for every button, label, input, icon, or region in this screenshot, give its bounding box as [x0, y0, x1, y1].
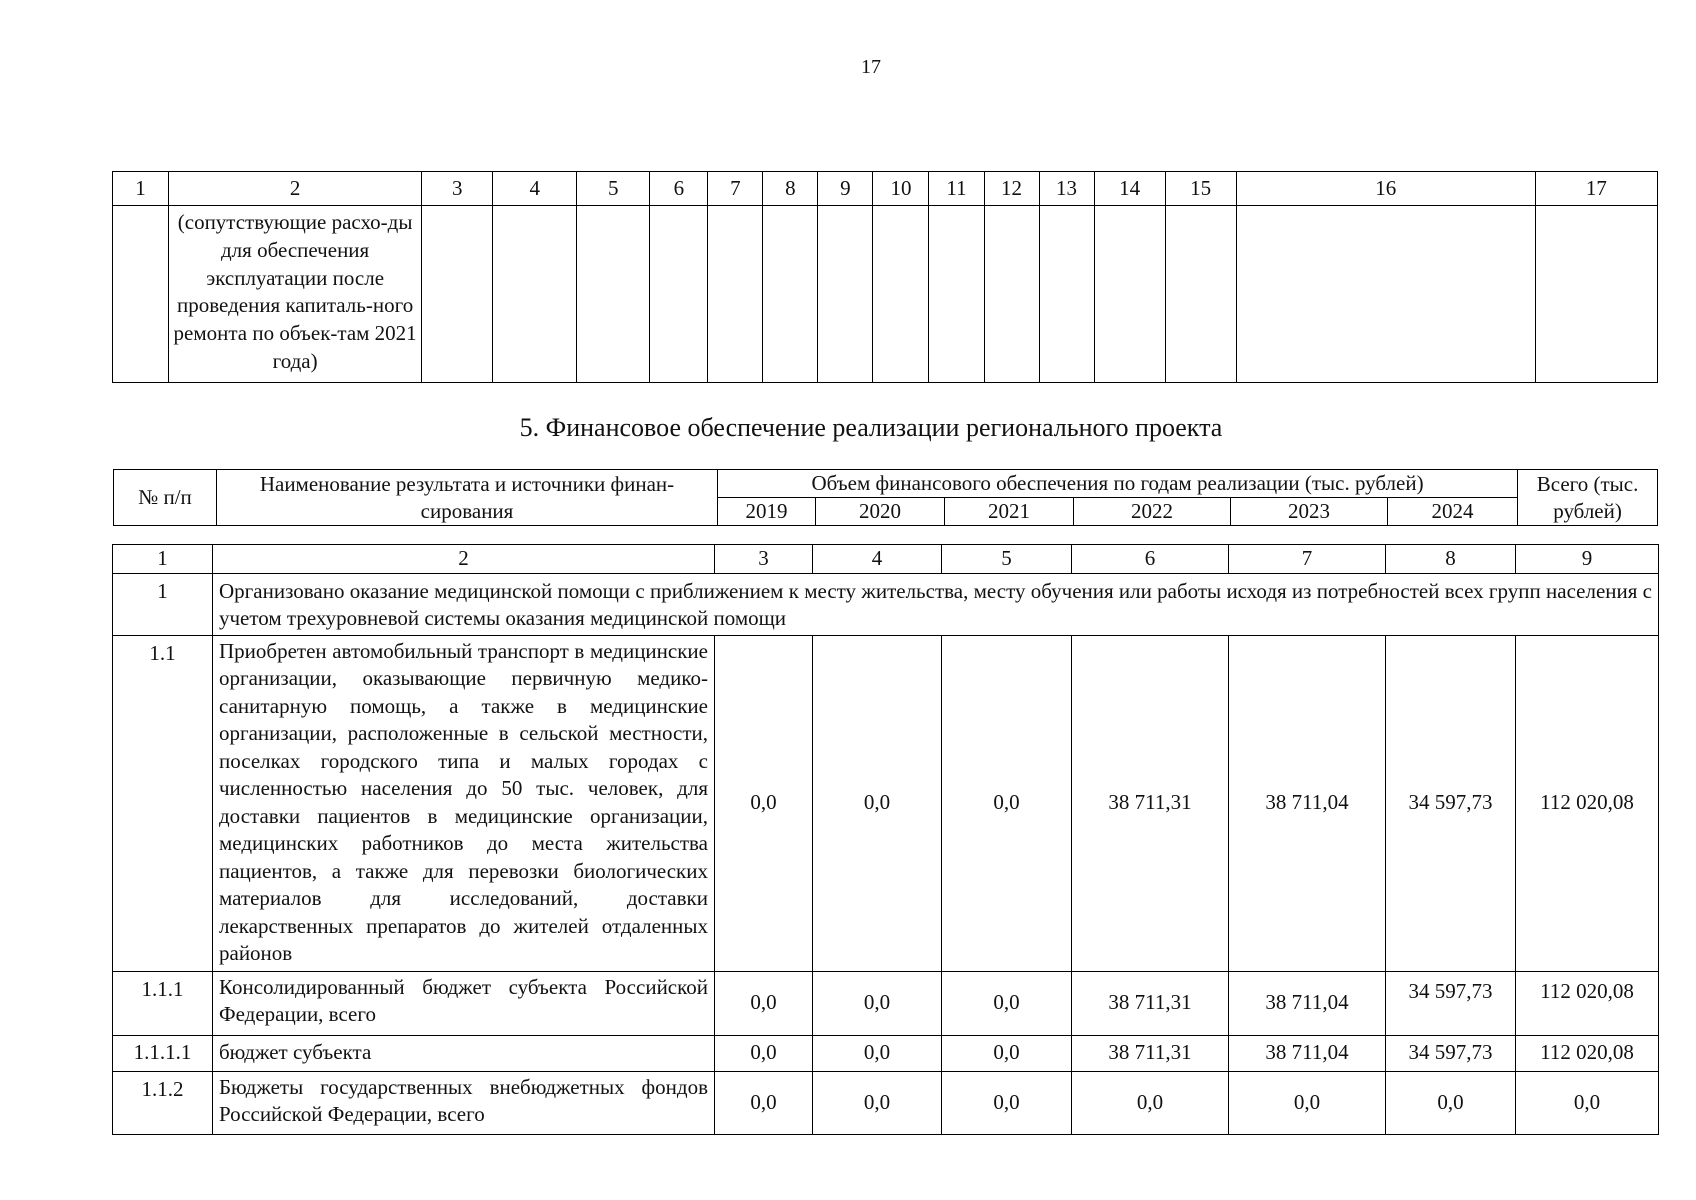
row-number: 1.1 [113, 635, 213, 971]
row-name: Бюджеты государственных внебюджетных фондов Российской Федерации, всего [213, 1071, 715, 1134]
col-number: 10 [873, 172, 929, 206]
table-row [113, 971, 1659, 1035]
value-2024: 0,0 [1386, 1071, 1516, 1134]
header-year: 2020 [816, 498, 945, 526]
table-cell [577, 206, 650, 383]
table-row [113, 635, 1659, 971]
value-2021: 0,0 [942, 1035, 1072, 1071]
table-cell [1094, 206, 1165, 383]
value-2022: 38 711,31 [1072, 971, 1229, 1035]
table-cell [650, 206, 708, 383]
continuation-header-row [113, 172, 1658, 206]
row-number: 1.1.1.1 [113, 1035, 213, 1071]
col-number: 4 [813, 545, 942, 574]
value-2020: 0,0 [813, 635, 942, 971]
value-2020: 0,0 [813, 1035, 942, 1071]
col-number: 17 [1535, 172, 1657, 206]
value-2021: 0,0 [942, 1071, 1072, 1134]
col-number: 9 [1516, 545, 1659, 574]
table-cell [422, 206, 493, 383]
financing-header-table [113, 469, 1658, 526]
col-number: 14 [1094, 172, 1165, 206]
table-cell [1236, 206, 1535, 383]
header-number: № п/п [114, 470, 217, 526]
col-number: 1 [113, 172, 169, 206]
column-numbers-row [113, 545, 1659, 574]
col-number: 3 [715, 545, 813, 574]
value-total: 112 020,08 [1516, 1035, 1659, 1071]
section-title: 5. Финансовое обеспечение реализации регионального проекта [519, 413, 1223, 442]
continuation-row [113, 206, 1658, 383]
value-2020: 0,0 [813, 971, 942, 1035]
value-2022: 38 711,31 [1072, 635, 1229, 971]
value-2022: 0,0 [1072, 1071, 1229, 1134]
header-year: 2023 [1231, 498, 1388, 526]
value-total: 112 020,08 [1516, 635, 1659, 971]
table-cell [1165, 206, 1236, 383]
col-number: 7 [1229, 545, 1386, 574]
financing-table [112, 544, 1659, 1135]
col-number: 5 [942, 545, 1072, 574]
value-2020: 0,0 [813, 1071, 942, 1134]
value-2019: 0,0 [715, 635, 813, 971]
value-2023: 38 711,04 [1229, 1035, 1386, 1071]
col-number: 5 [577, 172, 650, 206]
table-cell [929, 206, 984, 383]
header-year: 2024 [1388, 498, 1518, 526]
col-number: 3 [422, 172, 493, 206]
table-cell [1535, 206, 1657, 383]
col-number: 13 [1039, 172, 1094, 206]
header-name: Наименование результата и источники финан-сирования [217, 470, 718, 526]
col-number: 15 [1165, 172, 1236, 206]
value-2024: 34 597,73 [1386, 635, 1516, 971]
col-number: 6 [650, 172, 708, 206]
header-year: 2021 [945, 498, 1074, 526]
table-cell [1039, 206, 1094, 383]
group-text: Организовано оказание медицинской помощи с приближением к месту жительства, месту обучения или работы исходя из потребностей всех групп населения с учетом трехуровневой системы оказания медицинской помощи [213, 573, 1659, 635]
value-2023: 38 711,04 [1229, 635, 1386, 971]
col-number: 2 [169, 172, 422, 206]
table-cell [708, 206, 763, 383]
table-cell [818, 206, 873, 383]
page-number: 17 [861, 56, 881, 78]
header-total: Всего (тыс. рублей) [1518, 470, 1658, 526]
row-name: Консолидированный бюджет субъекта Российской Федерации, всего [213, 971, 715, 1035]
table-row [113, 1035, 1659, 1071]
value-2024: 34 597,73 [1386, 1035, 1516, 1071]
row-number: 1.1.2 [113, 1071, 213, 1134]
col-number: 7 [708, 172, 763, 206]
value-total: 0,0 [1516, 1071, 1659, 1134]
continuation-table [112, 171, 1658, 383]
col-number: 8 [763, 172, 818, 206]
row-number: 1.1.1 [113, 971, 213, 1035]
col-number: 1 [113, 545, 213, 574]
value-2021: 0,0 [942, 971, 1072, 1035]
col-number: 2 [213, 545, 715, 574]
col-number: 12 [984, 172, 1039, 206]
value-2024: 34 597,73 [1386, 971, 1516, 1035]
row-name: бюджет субъекта [213, 1035, 715, 1071]
value-2023: 0,0 [1229, 1071, 1386, 1134]
value-2023: 38 711,04 [1229, 971, 1386, 1035]
header-year: 2022 [1074, 498, 1231, 526]
table-cell [113, 206, 169, 383]
row-number: 1 [113, 573, 213, 635]
value-2022: 38 711,31 [1072, 1035, 1229, 1071]
row-description: (сопутствующие расхо-ды для обеспечения эксплуатации после проведения капиталь-ного ремонта по объек-там 2021 года) [169, 206, 422, 383]
value-2019: 0,0 [715, 1071, 813, 1134]
table-row [113, 1071, 1659, 1134]
value-2021: 0,0 [942, 635, 1072, 971]
value-2019: 0,0 [715, 971, 813, 1035]
table-cell [984, 206, 1039, 383]
col-number: 16 [1236, 172, 1535, 206]
table-cell [763, 206, 818, 383]
col-number: 9 [818, 172, 873, 206]
value-2019: 0,0 [715, 1035, 813, 1071]
group-row [113, 573, 1659, 635]
header-year: 2019 [718, 498, 816, 526]
col-number: 6 [1072, 545, 1229, 574]
col-number: 8 [1386, 545, 1516, 574]
col-number: 11 [929, 172, 984, 206]
value-total: 112 020,08 [1516, 971, 1659, 1035]
header-volume: Объем финансового обеспечения по годам реализации (тыс. рублей) [718, 470, 1518, 498]
row-name: Приобретен автомобильный транспорт в медицинские организации, оказывающие первичную медико-санитарную помощь, а также в медицинские организации, расположенные в сельской местности, поселках городского типа и малых городах с численностью населения до 50 тыс. человек, для доставки пациентов в медицинские организации, медицинских работников до места жительства пациентов, а также для перевозки биологических материалов для исследований, доставки лекарственных препаратов до жителей отдаленных районов [213, 635, 715, 971]
table-cell [873, 206, 929, 383]
table-cell [493, 206, 577, 383]
col-number: 4 [493, 172, 577, 206]
